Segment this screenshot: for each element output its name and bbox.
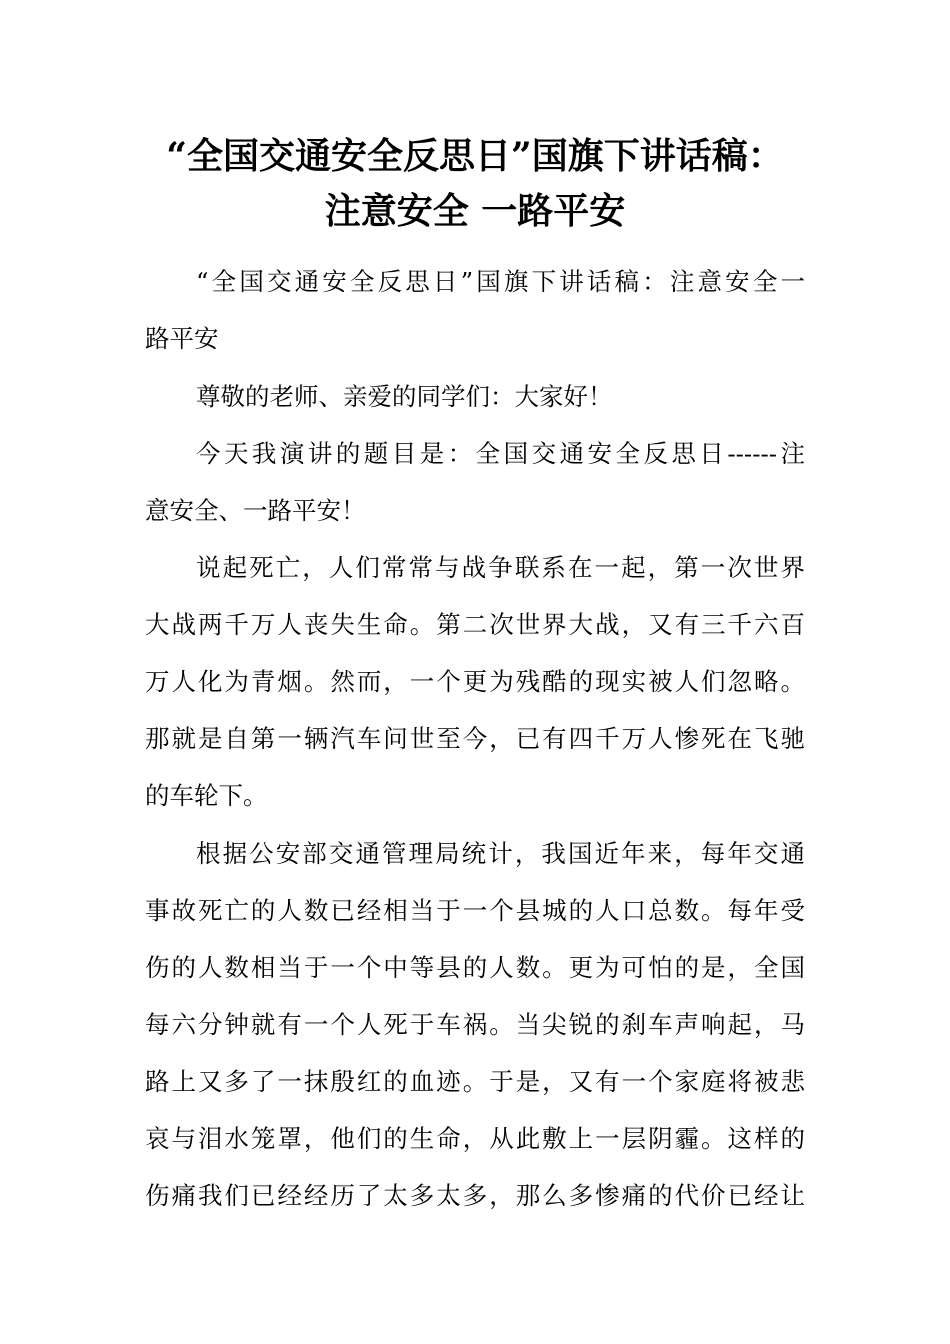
- paragraph-line: 根据公安部交通管理局统计，我国近年来，每年交通: [196, 839, 805, 868]
- paragraph-line: 的车轮下。: [145, 781, 268, 810]
- paragraph-line: 每六分钟就有一个人死于车祸。当尖锐的刹车声响起，马: [145, 1010, 805, 1039]
- paragraph-line: 那就是自第一辆汽车问世至今，已有四千万人惨死在飞驰: [145, 724, 805, 753]
- paragraph-line: 说起死亡，人们常常与战争联系在一起，第一次世界: [196, 553, 805, 582]
- paragraph-line: 大战两千万人丧失生命。第二次世界大战，又有三千六百: [145, 610, 805, 639]
- document-title-line-2: 注意安全 一路平安: [324, 190, 626, 232]
- paragraph-line: 万人化为青烟。然而，一个更为残酷的现实被人们忽略。: [145, 667, 805, 696]
- paragraph-line: 哀与泪水笼罩，他们的生命，从此敷上一层阴霾。这样的: [145, 1124, 805, 1153]
- paragraph-line: “全国交通安全反思日”国旗下讲话稿：注意安全一: [196, 267, 805, 296]
- paragraph-line: 路平安: [145, 324, 219, 353]
- paragraph-line: 事故死亡的人数已经相当于一个县城的人口总数。每年受: [145, 896, 805, 925]
- paragraph-line: 伤的人数相当于一个中等县的人数。更为可怕的是，全国: [145, 953, 805, 982]
- paragraph-line: 今天我演讲的题目是：全国交通安全反思日------注: [196, 439, 805, 468]
- paragraph-line: 伤痛我们已经经历了太多太多，那么多惨痛的代价已经让: [145, 1181, 805, 1210]
- document-title-line-1: “全国交通安全反思日”国旗下讲话稿：: [166, 135, 784, 177]
- paragraph-line: 尊敬的老师、亲爱的同学们：大家好！: [196, 382, 613, 411]
- paragraph-line: 路上又多了一抹殷红的血迹。于是，又有一个家庭将被悲: [145, 1067, 805, 1096]
- paragraph-line: 意安全、一路平安！: [145, 496, 366, 525]
